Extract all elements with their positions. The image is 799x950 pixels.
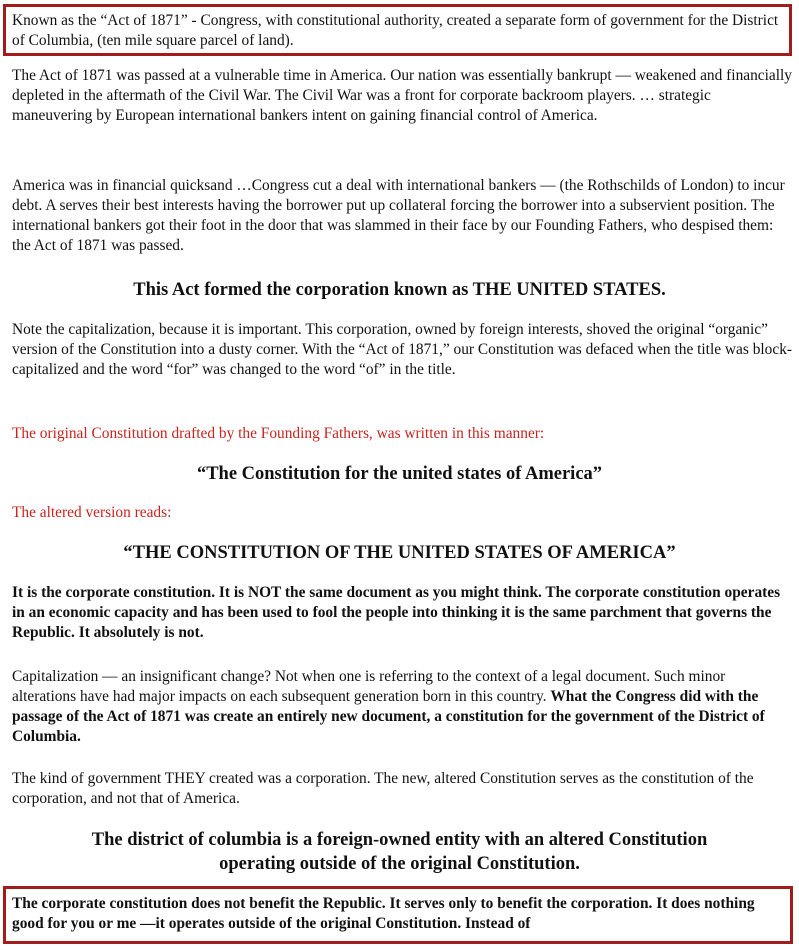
boxed-closing-paragraph: The corporate constitution does not benefit the Republic. It serves only to benefit the corporation. It does nothing good for you or me —it operates outside of the original Constitution. Instead of <box>3 886 793 944</box>
paragraph-act-1871-context: The Act of 1871 was passed at a vulnerable time in America. Our nation was essentially bankrupt — weakened and financially depleted in the aftermath of the Civil War. The Civil War was a front for corporate backroom players. … strategic maneuvering by European international bankers intent on gaining financial control of America. <box>12 67 792 124</box>
quote-altered-title: “THE CONSTITUTION OF THE UNITED STATES OF AMERICA” <box>123 543 676 563</box>
paragraph-capitalization-impact <box>12 667 792 747</box>
paragraph-financial-quicksand: America was in financial quicksand …Congress cut a deal with international bankers — (the Rothschilds of London) to incur debt. A serves their best interests having the borrower put up collateral forcing the borrower into a subservient position. The international bankers got their foot in the door that was slammed in their face by our Founding Fathers, who despised them: the Act of 1871 was passed. <box>12 177 785 254</box>
paragraph-capitalization-bold-text: What the Congress did with the passage of the Act of 1871 was create an entirely new document, a constitution for the government of the District of Columbia. <box>12 688 765 745</box>
red-note-original-constitution: The original Constitution drafted by the Founding Fathers, was written in this manner: <box>12 425 545 442</box>
boxed-intro-paragraph: Known as the “Act of 1871” - Congress, with constitutional authority, created a separate form of government for the District of Columbia, (ten mile square parcel of land). <box>3 4 792 56</box>
red-note-altered-version: The altered version reads: <box>12 504 172 521</box>
heading-district-foreign-owned-line2: operating outside of the original Constitution. <box>219 854 580 874</box>
heading-corporation-formed: This Act formed the corporation known as THE UNITED STATES. <box>133 280 666 300</box>
quote-original-title: “The Constitution for the united states of America” <box>196 464 603 484</box>
heading-district-foreign-owned-line1: The district of columbia is a foreign-owned entity with an altered Constitution <box>91 830 708 850</box>
paragraph-capitalization-note: Note the capitalization, because it is important. This corporation, owned by foreign interests, shoved the original “organic” version of the Constitution into a dusty corner. With the “Act of 1871,” our Constitution was defaced when the title was block-capitalized and the word “for” was changed to the word “of” in the title. <box>12 321 793 378</box>
paragraph-government-corporation: The kind of government THEY created was a corporation. The new, altered Constitution serves as the constitution of the corporation, and not that of America. <box>12 770 754 807</box>
paragraph-capitalization-normal-text: Capitalization — an insignificant change? Not when one is referring to the context of a legal document. Such minor alterations have had major impacts on each subsequent generation born in this country. <box>12 668 726 705</box>
paragraph-corporate-constitution: It is the corporate constitution. It is NOT the same document as you might think. The corporate constitution operates in an economic capacity and has been used to fool the people into thinking it is the same parchment that governs the Republic. It absolutely is not. <box>12 584 781 641</box>
